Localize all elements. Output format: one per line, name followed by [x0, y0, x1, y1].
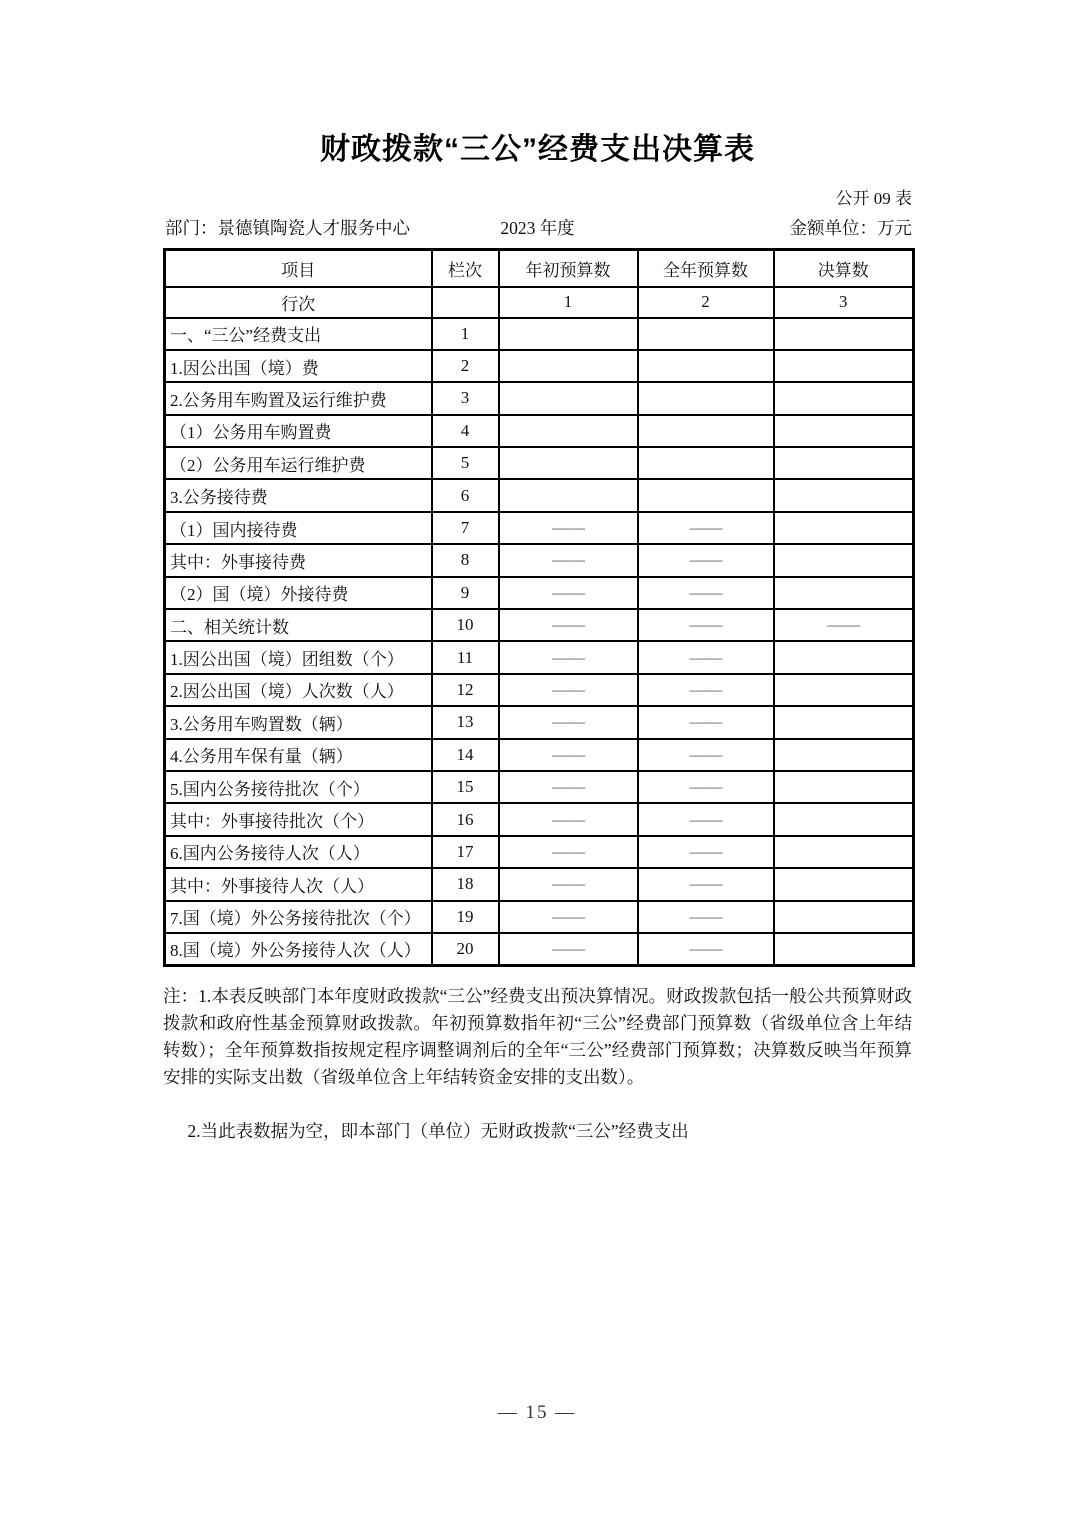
- row-label: （2）国（境）外接待费: [165, 577, 432, 609]
- cell-final-account: [774, 447, 914, 479]
- cell-initial-budget: ——: [499, 836, 638, 868]
- row-line-number: 15: [432, 771, 499, 803]
- row-label: 二、相关统计数: [165, 609, 432, 641]
- cell-initial-budget: ——: [499, 706, 638, 738]
- table-row: [165, 415, 914, 447]
- row-line-number: 5: [432, 447, 499, 479]
- table-body: [165, 318, 914, 966]
- row-label: 4.公务用车保有量（辆）: [165, 739, 432, 771]
- cell-final-account: [774, 771, 914, 803]
- row-label: 1.因公出国（境）费: [165, 350, 432, 382]
- row-label: 3.公务接待费: [165, 479, 432, 511]
- cell-initial-budget: ——: [499, 803, 638, 835]
- table-head: [165, 250, 914, 318]
- cell-final-account: [774, 544, 914, 576]
- cell-final-account: [774, 512, 914, 544]
- col-header-initial-budget: 年初预算数: [499, 250, 638, 287]
- cell-final-account: [774, 868, 914, 900]
- table-header-row: [165, 250, 914, 287]
- cell-final-account: ——: [774, 609, 914, 641]
- table-row: [165, 771, 914, 803]
- row-label: （2）公务用车运行维护费: [165, 447, 432, 479]
- table-row: [165, 382, 914, 414]
- cell-initial-budget: ——: [499, 674, 638, 706]
- col-header-index: 栏次: [432, 250, 499, 287]
- col-number-1: 1: [499, 287, 638, 318]
- cell-initial-budget: ——: [499, 609, 638, 641]
- row-label: 其中：外事接待费: [165, 544, 432, 576]
- row-line-number: 20: [432, 933, 499, 965]
- row-line-number: 6: [432, 479, 499, 511]
- cell-annual-budget: ——: [638, 836, 774, 868]
- table-row: [165, 350, 914, 382]
- table-row: [165, 868, 914, 900]
- note-2: 2.当此表数据为空，即本部门（单位）无财政拨款“三公”经费支出: [187, 1120, 689, 1141]
- cell-final-account: [774, 350, 914, 382]
- cell-annual-budget: ——: [638, 674, 774, 706]
- row-label: 其中：外事接待人次（人）: [165, 868, 432, 900]
- table-row: [165, 803, 914, 835]
- cell-initial-budget: [499, 479, 638, 511]
- cell-final-account: [774, 577, 914, 609]
- table-row: [165, 739, 914, 771]
- row-line-number: 8: [432, 544, 499, 576]
- amount-unit-label: 金额单位：万元: [789, 218, 912, 238]
- row-label: 其中：外事接待批次（个）: [165, 803, 432, 835]
- cell-final-account: [774, 674, 914, 706]
- cell-annual-budget: ——: [638, 641, 774, 673]
- row-label: 1.因公出国（境）团组数（个）: [165, 641, 432, 673]
- row-label: 2.因公出国（境）人次数（人）: [165, 674, 432, 706]
- cell-initial-budget: [499, 415, 638, 447]
- cell-annual-budget: ——: [638, 512, 774, 544]
- note-1: 注：1.本表反映部门本年度财政拨款“三公”经费支出预决算情况。财政拨款包括一般公共预算财政拨款和政府性基金预算财政拨款。年初预算数指年初“三公”经费部门预算数（省级单位含上年结转数）；全年预算数指按规定程序调整调剂后的全年“三公”经费部门预算数；决算数反映当年预算安排的实际支出数（省级单位含上年结转资金安排的支出数）。: [163, 985, 912, 1087]
- table-row: [165, 933, 914, 965]
- document-content: [163, 0, 912, 1145]
- row-line-number: 14: [432, 739, 499, 771]
- table-row: [165, 706, 914, 738]
- notes-section: [163, 983, 912, 1145]
- row-label: 7.国（境）外公务接待批次（个）: [165, 901, 432, 933]
- row-label: （1）公务用车购置费: [165, 415, 432, 447]
- cell-annual-budget: ——: [638, 868, 774, 900]
- cell-initial-budget: [499, 350, 638, 382]
- cell-annual-budget: ——: [638, 803, 774, 835]
- cell-final-account: [774, 836, 914, 868]
- row-label: 一、“三公”经费支出: [165, 318, 432, 350]
- subheader-blank: [432, 287, 499, 318]
- row-label: 5.国内公务接待批次（个）: [165, 771, 432, 803]
- cell-initial-budget: ——: [499, 641, 638, 673]
- cell-final-account: [774, 641, 914, 673]
- table-row: [165, 836, 914, 868]
- cell-final-account: [774, 933, 914, 965]
- cell-final-account: [774, 415, 914, 447]
- cell-annual-budget: [638, 479, 774, 511]
- cell-annual-budget: ——: [638, 544, 774, 576]
- row-number-label: 行次: [165, 287, 432, 318]
- table-row: [165, 674, 914, 706]
- cell-annual-budget: ——: [638, 771, 774, 803]
- cell-final-account: [774, 318, 914, 350]
- table-row: [165, 479, 914, 511]
- row-line-number: 10: [432, 609, 499, 641]
- cell-initial-budget: [499, 382, 638, 414]
- cell-annual-budget: ——: [638, 933, 774, 965]
- row-line-number: 13: [432, 706, 499, 738]
- table-info-line: [163, 215, 912, 241]
- row-line-number: 11: [432, 641, 499, 673]
- cell-initial-budget: ——: [499, 901, 638, 933]
- row-line-number: 7: [432, 512, 499, 544]
- cell-initial-budget: [499, 447, 638, 479]
- form-code-label: 公开 09 表: [835, 189, 912, 208]
- row-line-number: 19: [432, 901, 499, 933]
- cell-annual-budget: ——: [638, 901, 774, 933]
- row-label: （1）国内接待费: [165, 512, 432, 544]
- cell-annual-budget: ——: [638, 609, 774, 641]
- row-label: 8.国（境）外公务接待人次（人）: [165, 933, 432, 965]
- three-public-expense-table: [163, 248, 915, 967]
- cell-final-account: [774, 706, 914, 738]
- col-number-2: 2: [638, 287, 774, 318]
- table-row: [165, 609, 914, 641]
- cell-initial-budget: ——: [499, 544, 638, 576]
- row-line-number: 9: [432, 577, 499, 609]
- cell-initial-budget: ——: [499, 933, 638, 965]
- table-row: [165, 544, 914, 576]
- table-row: [165, 901, 914, 933]
- row-line-number: 18: [432, 868, 499, 900]
- cell-final-account: [774, 382, 914, 414]
- cell-initial-budget: [499, 318, 638, 350]
- cell-initial-budget: ——: [499, 771, 638, 803]
- cell-final-account: [774, 739, 914, 771]
- cell-annual-budget: [638, 350, 774, 382]
- table-subheader-row: [165, 287, 914, 318]
- cell-final-account: [774, 479, 914, 511]
- cell-annual-budget: [638, 318, 774, 350]
- table-row: [165, 447, 914, 479]
- department-label: 部门：景德镇陶瓷人才服务中心: [165, 218, 410, 238]
- cell-annual-budget: ——: [638, 739, 774, 771]
- cell-annual-budget: ——: [638, 577, 774, 609]
- cell-initial-budget: ——: [499, 868, 638, 900]
- cell-final-account: [774, 901, 914, 933]
- page-number: — 15 —: [497, 1402, 577, 1423]
- cell-final-account: [774, 803, 914, 835]
- cell-initial-budget: ——: [499, 577, 638, 609]
- table-row: [165, 577, 914, 609]
- col-header-item: 项目: [165, 250, 432, 287]
- row-label: 3.公务用车购置数（辆）: [165, 706, 432, 738]
- row-line-number: 4: [432, 415, 499, 447]
- col-number-3: 3: [774, 287, 914, 318]
- row-label: 2.公务用车购置及运行维护费: [165, 382, 432, 414]
- row-line-number: 1: [432, 318, 499, 350]
- table-row: [165, 641, 914, 673]
- row-line-number: 3: [432, 382, 499, 414]
- row-line-number: 12: [432, 674, 499, 706]
- cell-annual-budget: [638, 382, 774, 414]
- col-header-final: 决算数: [774, 250, 914, 287]
- table-row: [165, 318, 914, 350]
- row-line-number: 2: [432, 350, 499, 382]
- cell-annual-budget: ——: [638, 706, 774, 738]
- cell-annual-budget: [638, 447, 774, 479]
- row-line-number: 16: [432, 803, 499, 835]
- page-title: 财政拨款“三公”经费支出决算表: [320, 133, 755, 166]
- cell-initial-budget: ——: [499, 512, 638, 544]
- cell-initial-budget: ——: [499, 739, 638, 771]
- cell-annual-budget: [638, 415, 774, 447]
- row-label: 6.国内公务接待人次（人）: [165, 836, 432, 868]
- table-row: [165, 512, 914, 544]
- col-header-annual-budget: 全年预算数: [638, 250, 774, 287]
- fiscal-year-label: 2023 年度: [500, 218, 575, 238]
- row-line-number: 17: [432, 836, 499, 868]
